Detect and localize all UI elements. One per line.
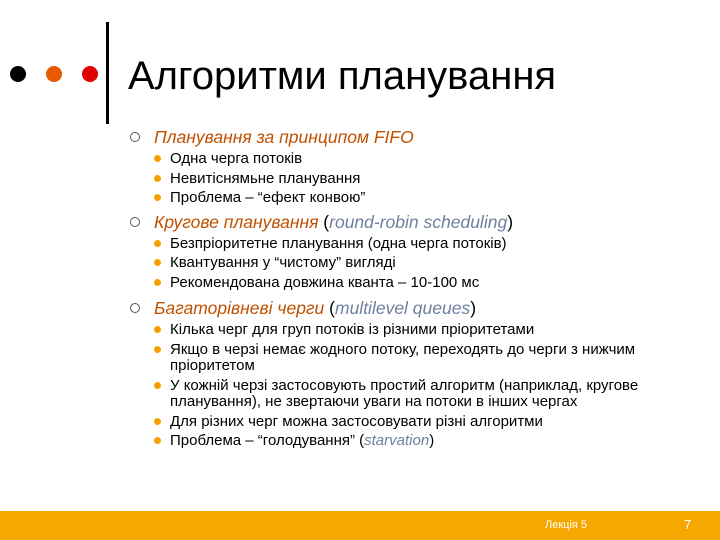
section-heading-english: multilevel queues: [335, 298, 471, 318]
list-item-suffix: ): [429, 432, 435, 449]
section-round-robin: [130, 211, 690, 292]
bullet-dot-icon: [154, 346, 161, 353]
bullet-dot-icon: [154, 259, 161, 266]
paren-open: (: [318, 211, 330, 232]
bullet-dot-icon: [154, 437, 161, 444]
list-item-text: Проблема – “ефект конвою”: [170, 189, 366, 206]
list-item-text: Для різних черг можна застосовувати різні алгоритми: [170, 412, 543, 430]
footer-bar: [0, 511, 720, 540]
logo-dot-dark-icon: [10, 66, 26, 82]
list-item: [154, 190, 690, 207]
bullet-dot-icon: [154, 155, 161, 162]
bullet-dot-icon: [154, 279, 161, 286]
section-heading: [154, 297, 690, 319]
paren-open: (: [324, 298, 335, 318]
list-item: [154, 342, 690, 375]
list-item-text: Рекомендована довжина кванта – 10-100 мс: [170, 273, 480, 291]
section-heading: [154, 126, 690, 148]
bullet-dot-icon: [154, 418, 161, 425]
bullet-dot-icon: [154, 194, 161, 201]
logo-dots: [10, 66, 100, 82]
title-divider: [106, 22, 109, 124]
bullet-dot-icon: [154, 240, 161, 247]
section-heading: [154, 211, 690, 233]
list-item-text: Одна черга потоків: [170, 150, 303, 167]
slide-content: [130, 126, 690, 453]
footer-lecture-label: Лекція 5: [545, 519, 588, 531]
section-heading-text: Кругове планування: [154, 211, 319, 232]
list-item: [154, 171, 690, 188]
list-item-text: Якщо в черзі немає жодного потоку, переходять до черги з нижчим пріоритетом: [170, 340, 636, 374]
list-item: [154, 414, 690, 431]
logo-dot-red-icon: [82, 66, 98, 82]
list-item: [154, 378, 690, 411]
section-bullet-icon: [130, 303, 140, 313]
list-item: [154, 151, 690, 168]
paren-close: ): [470, 298, 477, 318]
section-heading-text: Планування за принципом FIFO: [154, 127, 414, 147]
list-item: [154, 322, 690, 339]
section-heading-english: round-robin scheduling: [329, 211, 508, 232]
section-heading-text: Багаторівневі черги: [154, 298, 325, 318]
paren-close: ): [507, 211, 514, 232]
list-item-english: starvation: [364, 432, 430, 449]
list-item-text: Проблема – “голодування” (: [170, 432, 365, 449]
list-item-text: У кожній черзі застосовують простий алгоритм (наприклад, кругове планування), не звертаючи уваги на потоки в інших чергах: [170, 376, 639, 410]
logo-dot-orange-icon: [46, 66, 62, 82]
list-item-text: Безпріоритетне планування (одна черга потоків): [170, 234, 507, 252]
section-bullet-icon: [130, 132, 140, 142]
list-item-text: Кілька черг для груп потоків із різними пріоритетами: [170, 321, 535, 338]
section-bullet-icon: [130, 217, 140, 227]
bullet-dot-icon: [154, 382, 161, 389]
section-fifo: [130, 126, 690, 207]
slide-title: Алгоритми планування: [128, 54, 557, 98]
bullet-dot-icon: [154, 175, 161, 182]
page-number: 7: [684, 517, 692, 532]
list-item-text: Невитіснямьне планування: [170, 169, 361, 187]
section-multilevel: [130, 297, 690, 450]
list-item: [154, 236, 690, 253]
list-item: [154, 275, 690, 292]
list-item: [154, 255, 690, 272]
list-item: [154, 433, 690, 450]
list-item-text: Квантування у “чистому” вигляді: [170, 254, 396, 271]
bullet-dot-icon: [154, 326, 161, 333]
